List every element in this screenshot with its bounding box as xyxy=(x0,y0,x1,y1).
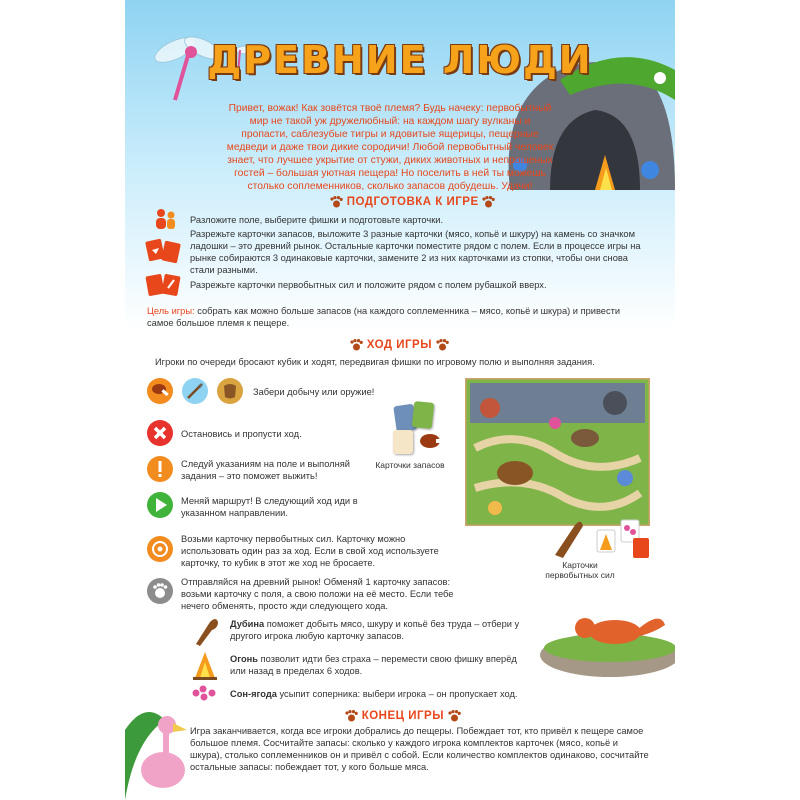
supply-card-hide xyxy=(393,430,413,454)
berry-description: усыпит соперника: выбери игрока – он пропускает ход. xyxy=(279,689,518,699)
club-text xyxy=(230,618,530,642)
spear-icon xyxy=(182,378,208,404)
route-arrow-icon xyxy=(147,492,173,518)
rules-sheet xyxy=(125,0,675,800)
power-cards-label: Карточки первобытных сил xyxy=(545,560,615,580)
fire-icon xyxy=(188,648,222,682)
setup-heading-label: ПОДГОТОВКА К ИГРЕ xyxy=(346,196,479,209)
players-icon xyxy=(152,208,178,230)
power-cards-icon xyxy=(145,272,183,298)
setup-step-3: Разрежьте карточки первобытных сил и положите рядом с полем рубашкой вверх. xyxy=(190,280,547,290)
club-description: поможет добыть мясо, шкуру и копьё без труда – отбери у другого игрока любую карточку запасов. xyxy=(230,619,520,641)
take-loot-text: Забери добычу или оружие! xyxy=(253,387,375,397)
paw-print-icon xyxy=(330,196,343,208)
play-heading xyxy=(350,339,449,351)
setup-step-1: Разложите поле, выберите фишки и подготовьте карточки. xyxy=(190,215,444,225)
supply-card-meat-icon xyxy=(418,430,446,452)
setup-step-2: Разрежьте карточки запасов, выложите 3 разные карточки (мясо, копьё и шкуру) на камень со значком ладошки – это древний рынок. Остальные карточки поместите рядом с полем. Если в процессе игры на рынке собираются 3 одинаковые карточки, замените 2 из них карточками из стопки, чтобы они снова стали разными. xyxy=(190,229,641,275)
paw-print-icon xyxy=(345,710,358,722)
intro-text: Привет, вожак! Как зовётся твоё племя? Будь начеку: первобытный мир не такой уж дружелюбный: на каждом шагу вулканы и пропасти, саблезубые тигры и ядовитые ящерицы, пещерные медведи и даже твои дикие сородичи! Любой первобытный человек знает, что лучшее укрытие от стужи, диких животных и непрошеных гостей – большая уютная пещера! Но поселить в ней ты можешь столько соплеменников, сколько запасов добудешь. Удачи! xyxy=(226,103,554,192)
game-board-illustration xyxy=(465,378,650,526)
supply-card-back xyxy=(412,401,435,429)
warning-icon xyxy=(147,456,173,482)
stop-text: Остановись и пропусти ход. xyxy=(181,429,302,439)
power-card-text: Возьми карточку первобытных сил. Карточку можно использовать один раз за ход. Если в свой ход используете карточку, то кубик в этот же ход не бросаете. xyxy=(181,534,439,568)
route-text: Меняй маршрут! В следующий ход иди в указанном направлении. xyxy=(181,496,358,518)
fox-illustration xyxy=(525,590,675,690)
market-text: Отправляйся на древний рынок! Обменяй 1 карточку запасов: возьми карточку с поля, а свою положи на её место. Если тебе нечего обменять, просто жди следующего хода. xyxy=(181,577,454,611)
paw-print-icon xyxy=(448,710,461,722)
meat-icon xyxy=(147,378,173,404)
fire-text xyxy=(230,653,520,677)
goal-text xyxy=(147,305,647,329)
fire-name: Огонь xyxy=(230,654,258,664)
warning-text: Следуй указаниям на поле и выполняй задания – это поможет выжить! xyxy=(181,459,350,481)
play-heading-label: ХОД ИГРЫ xyxy=(366,339,432,352)
fire-description: позволит идти без страха – перемести свою фишку вперёд или назад в пределах 6 ходов. xyxy=(230,654,517,676)
play-lead: Игроки по очереди бросают кубик и ходят, передвигая фишки по игровому полю и выполняя задания. xyxy=(155,357,595,367)
sun-symbol-icon xyxy=(147,536,173,562)
berry-name: Сон-ягода xyxy=(230,689,277,699)
end-heading-label: КОНЕЦ ИГРЫ xyxy=(361,710,444,723)
handprint-icon xyxy=(147,578,173,604)
setup-heading xyxy=(330,196,495,208)
paw-print-icon xyxy=(350,339,363,351)
goal-label: Цель игры: xyxy=(147,306,195,316)
game-title: ДРЕВНИЕ ЛЮДИ xyxy=(207,38,593,82)
club-name: Дубина xyxy=(230,619,265,629)
paw-print-icon xyxy=(482,196,495,208)
goal-body: собрать как можно больше запасов (на каждого соплеменника – мясо, копьё и шкура) и привести самое большое племя к пещере. xyxy=(147,306,621,328)
dodo-bird-illustration xyxy=(125,690,195,800)
hide-icon xyxy=(217,378,243,404)
supply-cards-icon xyxy=(145,236,183,266)
power-cards-illustration xyxy=(545,510,655,560)
end-heading xyxy=(345,710,461,722)
end-text: Игра заканчивается, когда все игроки добрались до пещеры. Побеждает тот, кто привёл к пещере самое большое племя. Сосчитайте запасы: сколько у каждого игрока комплектов карточек (мясо, копьё и шкура), столько соплеменников он и привёл с собой. Если количество комплектов одинаково, сосчитайте остальные запасы: побеждает тот, у кого больше мяса. xyxy=(190,726,649,772)
stop-icon xyxy=(147,420,173,446)
supply-cards-label: Карточки запасов xyxy=(375,460,445,470)
berry-text xyxy=(230,688,530,700)
paw-print-icon xyxy=(436,339,449,351)
club-icon xyxy=(188,614,222,648)
